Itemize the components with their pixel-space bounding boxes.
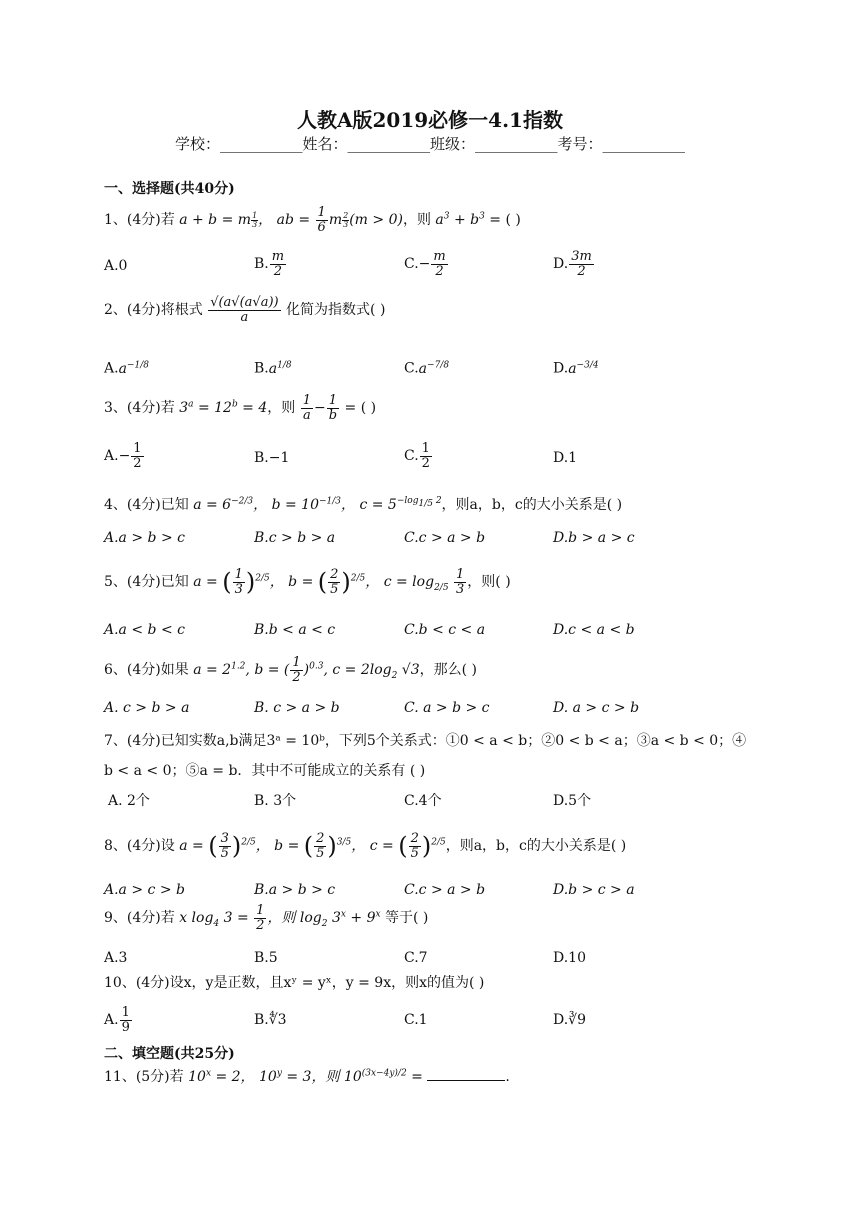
q2-option-d[interactable]: $D.a^{-3/4}$ <box>553 360 599 377</box>
q2-radical: $\frac{√(a√(a√a))}{a}$ <box>210 295 279 325</box>
q3-option-a[interactable]: A.− $\frac{1}{2}$ <box>104 441 142 471</box>
q1-option-a[interactable]: A.0 <box>104 258 128 274</box>
q1-option-d-den: 2 <box>577 263 586 279</box>
q9-option-b[interactable]: B.5 <box>254 950 278 966</box>
q3-option-a-label: A. <box>104 448 119 465</box>
q1-formula: a + b = m $\frac{1}{3}$ ， ab = $\frac{1}{6}$ m $\frac{2}{3}$ (m > 0) <box>179 205 403 235</box>
q1-option-c[interactable]: C.− $\frac{m}{2}$ <box>404 249 446 279</box>
q3-option-b-value: −1 <box>268 450 290 466</box>
question-9 <box>104 904 428 932</box>
q11-formula: $10^x = 2$， $10^y = 3$，则 $10^{(3x-4y)/2}$ = <box>188 1068 423 1085</box>
question-5 <box>104 568 511 596</box>
q1-option-c-num: m <box>433 249 446 264</box>
q3-mid: ，则 <box>267 400 296 417</box>
question-7-line-1: 7、(4分)已知实数a,b满足3ᵃ = 10ᵇ，下列5个关系式：①0 < a < b；②0 < b < a；③a < b < 0；④ <box>104 733 747 749</box>
q8-prefix: 8、(4分)设 <box>104 838 175 855</box>
q7-option-a[interactable]: A. 2个 <box>108 793 150 809</box>
q4-option-b[interactable]: B.c > b > a <box>254 530 336 546</box>
q3-option-d[interactable]: D.1 <box>553 450 578 466</box>
q6-suffix: ，那么( ) <box>419 662 478 679</box>
q1-paren: ( ) <box>505 212 521 229</box>
q10-option-c[interactable]: C.1 <box>404 1012 428 1028</box>
q3-option-b[interactable] <box>254 450 289 466</box>
question-3: 3、(4分)若 $3^a = 12^b = 4$，则 $\frac{1}{a}$ − $\frac{1}{b}$ = ( ) <box>104 393 377 423</box>
q3-formula: $3^a = 12^b = 4$ <box>179 399 268 417</box>
question-11 <box>104 1066 510 1086</box>
q11-answer-blank[interactable] <box>427 1070 505 1081</box>
q4-prefix: 4、(4分)已知 <box>104 497 189 513</box>
q5-prefix: 5、(4分)已知 <box>104 574 189 591</box>
q9-option-d[interactable]: D.10 <box>553 950 586 966</box>
q2-option-d-label: D. <box>553 360 569 377</box>
q9-suffix: 等于( ) <box>385 910 429 927</box>
q1-option-b-num: m <box>271 249 285 264</box>
question-6 <box>104 656 477 684</box>
q8-option-a[interactable]: A.a > c > b <box>104 882 185 898</box>
q10-option-b[interactable]: B.∜3 <box>254 1012 287 1028</box>
q3-option-b-label: B. <box>254 450 269 466</box>
q1-target: $a^3 + b^3$ = <box>435 211 502 229</box>
q7-option-b[interactable]: B. 3个 <box>254 793 297 809</box>
q1-option-c-label: C. <box>404 256 419 273</box>
q6-prefix: 6、(4分)如果 <box>104 662 189 679</box>
question-10: 10、(4分)设x，y是正数，且xʸ = yˣ，y = 9x，则x的值为( ) <box>104 975 485 991</box>
question-7-line-2: b < a < 0；⑤a = b．其中不可能成立的关系有 ( ) <box>104 763 426 779</box>
q1-option-d-num: 3m <box>571 249 592 264</box>
q7-option-c[interactable]: C.4个 <box>404 793 442 809</box>
q6-option-c[interactable]: C. a > b > c <box>404 700 490 716</box>
q5-option-c[interactable]: C.b < c < a <box>404 622 486 638</box>
q3-paren: = ( ) <box>344 400 377 417</box>
section-fill-in: 二、填空题(共25分) <box>104 1046 235 1062</box>
question-2 <box>104 296 385 324</box>
q5-option-a[interactable]: A.a < b < c <box>104 622 185 638</box>
q10-option-a[interactable]: A. $\frac{1}{9}$ <box>104 1005 130 1035</box>
q10-option-a-label: A. <box>104 1012 119 1029</box>
q11-prefix: 11、(5分)若 <box>104 1069 184 1085</box>
q2-option-b-label: B. <box>254 360 269 377</box>
q7-option-d[interactable]: D.5个 <box>553 793 592 809</box>
q5-option-d[interactable]: D.c < a < b <box>553 622 635 638</box>
q8-formula: a = ( $\frac{3}{5}$ )$^{2/5}$， b = ( $\frac{2}{5}$ )$^{3/5}$， c = ( $\frac{2}{5}$ )$^{2/5}$ <box>179 831 446 861</box>
q8-suffix: ，则a，b，c的大小关系是( ) <box>445 838 627 855</box>
q2-option-c-label: C. <box>404 360 419 377</box>
q1-option-b-label: B. <box>254 256 269 273</box>
q6-option-a[interactable]: A. c > b > a <box>104 700 190 716</box>
q4-option-c[interactable]: C.c > a > b <box>404 530 486 546</box>
student-info-line <box>0 133 860 154</box>
q2-option-b[interactable]: $B.a^{1/8}$ <box>254 360 292 377</box>
q9-option-c[interactable]: C.7 <box>404 950 428 966</box>
q1-option-d-label: D. <box>553 256 569 273</box>
q4-formula: $a = 6^{-2/3}$， $b = 10^{-1/3}$， $c = 5^{-log_{1/5} 2}$ <box>193 496 442 513</box>
q6-formula: $a = 2^{1.2}$, b = ( $\frac{1}{2}$ )$^{0.3}$, $c = 2\log_2$ √3 <box>193 655 420 685</box>
question-4 <box>104 494 622 514</box>
q3-prefix: 3、(4分)若 <box>104 400 175 417</box>
q8-option-d[interactable]: D.b > c > a <box>553 882 635 898</box>
q5-suffix: ，则( ) <box>467 574 511 591</box>
q2-option-c[interactable]: $C.a^{-7/8}$ <box>404 360 450 377</box>
q8-option-c[interactable]: C.c > a > b <box>404 882 486 898</box>
q5-formula: a = ( $\frac{1}{3}$ )$^{2/5}$， b = ( $\frac{2}{5}$ )$^{2/5}$， $c = \log_{2/5}$ $\frac{1}{3}$ <box>193 567 465 597</box>
question-8 <box>104 832 626 860</box>
q3-option-c-label: C. <box>404 448 419 465</box>
question-1 <box>104 206 521 234</box>
q1-suffix: ，则 <box>402 212 431 229</box>
q4-suffix: ，则a，b，c的大小关系是( ) <box>441 497 623 513</box>
q9-prefix: 9、(4分)若 <box>104 910 175 927</box>
q8-option-b[interactable]: B.a > b > c <box>254 882 336 898</box>
q11-suffix: . <box>505 1069 510 1085</box>
q3-option-c[interactable]: C. $\frac{1}{2}$ <box>404 441 430 471</box>
section-multiple-choice: 一、选择题(共40分) <box>104 181 235 197</box>
q2-option-a-label: A. <box>104 360 119 377</box>
q2-option-a[interactable]: $A.a^{-1/8}$ <box>104 360 149 377</box>
q1-option-b-den: 2 <box>273 263 283 279</box>
q9-option-a[interactable]: A.3 <box>104 950 128 966</box>
student-info-text: 学校：___________姓名：___________班级：___________考号：___________ <box>174 135 685 153</box>
q4-option-a[interactable]: A.a > b > c <box>104 530 185 546</box>
q9-formula: x $\log_4 3$ = $\frac{1}{2}$ ，则 $\log_2 3^x + 9^x$ <box>179 903 381 933</box>
q4-option-d[interactable]: D.b > a > c <box>553 530 635 546</box>
q2-prefix: 2、(4分)将根式 <box>104 302 203 319</box>
q1-option-d[interactable] <box>553 250 595 278</box>
q1-option-b[interactable] <box>254 250 287 278</box>
q6-option-d[interactable]: D. a > c > b <box>553 700 640 716</box>
q6-option-b[interactable]: B. c > a > b <box>254 700 340 716</box>
page-title: 人教A版2019必修一4.1指数 <box>297 108 563 132</box>
q1-prefix: 1、(4分)若 <box>104 212 175 229</box>
q2-suffix: 化简为指数式( ) <box>286 302 386 319</box>
q1-option-c-den: 2 <box>435 263 444 279</box>
q5-option-b[interactable]: B.b < a < c <box>254 622 336 638</box>
q10-option-d[interactable]: D.∛9 <box>553 1012 587 1028</box>
